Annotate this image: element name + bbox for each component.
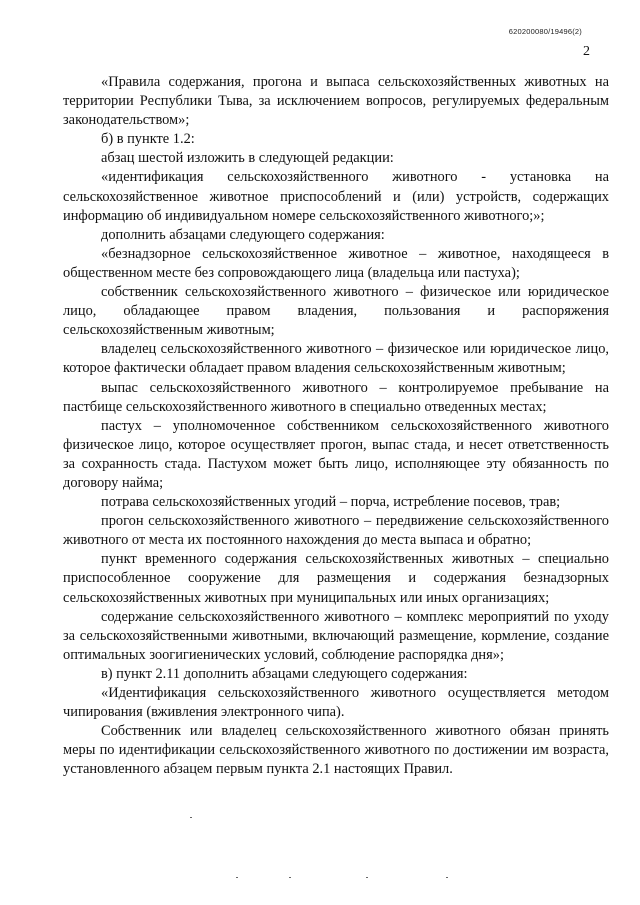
paragraph: в) пункт 2.11 дополнить абзацами следующего содержания: xyxy=(101,665,468,682)
paragraph: выпас сельскохозяйственного животного – контролируемое пребывание на пастбище сельскохозяйственного животного в специально отведенных местах; xyxy=(63,379,609,415)
paragraph: собственник сельскохозяйственного животного – физическое или юридическое лицо, обладающее правом владения, пользования и распоряжения сельскохозяйственным животным; xyxy=(63,284,609,339)
paragraph: содержание сельскохозяйственного животного – комплекс мероприятий по уходу за сельскохозяйственными животными, включающий размещение, кормление, создание оптимальных зоогигиенических условий, соблюдение распорядка дня»; xyxy=(63,608,609,663)
scan-speck xyxy=(366,877,368,878)
paragraph: «Правила содержания, прогона и выпаса сельскохозяйственных животных на территории Республики Тыва, за исключением вопросов, регулируемых федеральным законодательством»; xyxy=(63,74,609,129)
paragraph: абзац шестой изложить в следующей редакции: xyxy=(101,150,394,167)
paragraph: дополнить абзацами следующего содержания: xyxy=(101,226,385,243)
paragraph: Собственник или владелец сельскохозяйственного животного обязан принять меры по идентификации сельскохозяйственного животного по достижении им возраста, установленного абзацем первым пункта 2.1 настоящих Правил. xyxy=(63,723,609,778)
paragraph: пастух – уполномоченное собственником сельскохозяйственного животного физическое лицо, которое осуществляет прогон, выпас стада, и несет ответственность за сохранность стада. Пастухом может быть лицо, исполняющее эту обязанность по договору найма; xyxy=(63,417,609,491)
scan-speck xyxy=(289,877,291,878)
page-number: 2 xyxy=(583,44,590,59)
paragraph: «безнадзорное сельскохозяйственное животное – животное, находящееся в общественном месте без сопровождающего лица (владельца или пастуха); xyxy=(63,245,609,281)
paragraph: б) в пункте 1.2: xyxy=(101,131,195,148)
paragraph: «Идентификация сельскохозяйственного животного осуществляется методом чипирования (вживления электронного чипа). xyxy=(63,685,609,721)
paragraph: владелец сельскохозяйственного животного – физическое или юридическое лицо, которое фактически обладает правом владения сельскохозяйственным животным; xyxy=(63,341,609,377)
document-body xyxy=(63,73,609,779)
paragraph: «идентификация сельскохозяйственного животного - установка на сельскохозяйственное животное приспособлений и (или) устройств, содержащих информацию об индивидуальном номере сельскохозяйственного животного;»; xyxy=(63,169,609,224)
paragraph: пункт временного содержания сельскохозяйственных животных – специально приспособленное сооружение для размещения и содержания безнадзорных сельскохозяйственных животных при муниципальных или иных организациях; xyxy=(63,551,609,606)
document-code: 620200080/19496(2) xyxy=(508,27,582,36)
paragraph: прогон сельскохозяйственного животного – передвижение сельскохозяйственного животного от места их постоянного нахождения до места выпаса и обратно; xyxy=(63,513,609,549)
scan-speck xyxy=(190,817,192,818)
scan-speck xyxy=(236,877,238,878)
paragraph: потрава сельскохозяйственных угодий – порча, истребление посевов, трав; xyxy=(101,494,561,511)
scan-speck xyxy=(446,877,448,878)
